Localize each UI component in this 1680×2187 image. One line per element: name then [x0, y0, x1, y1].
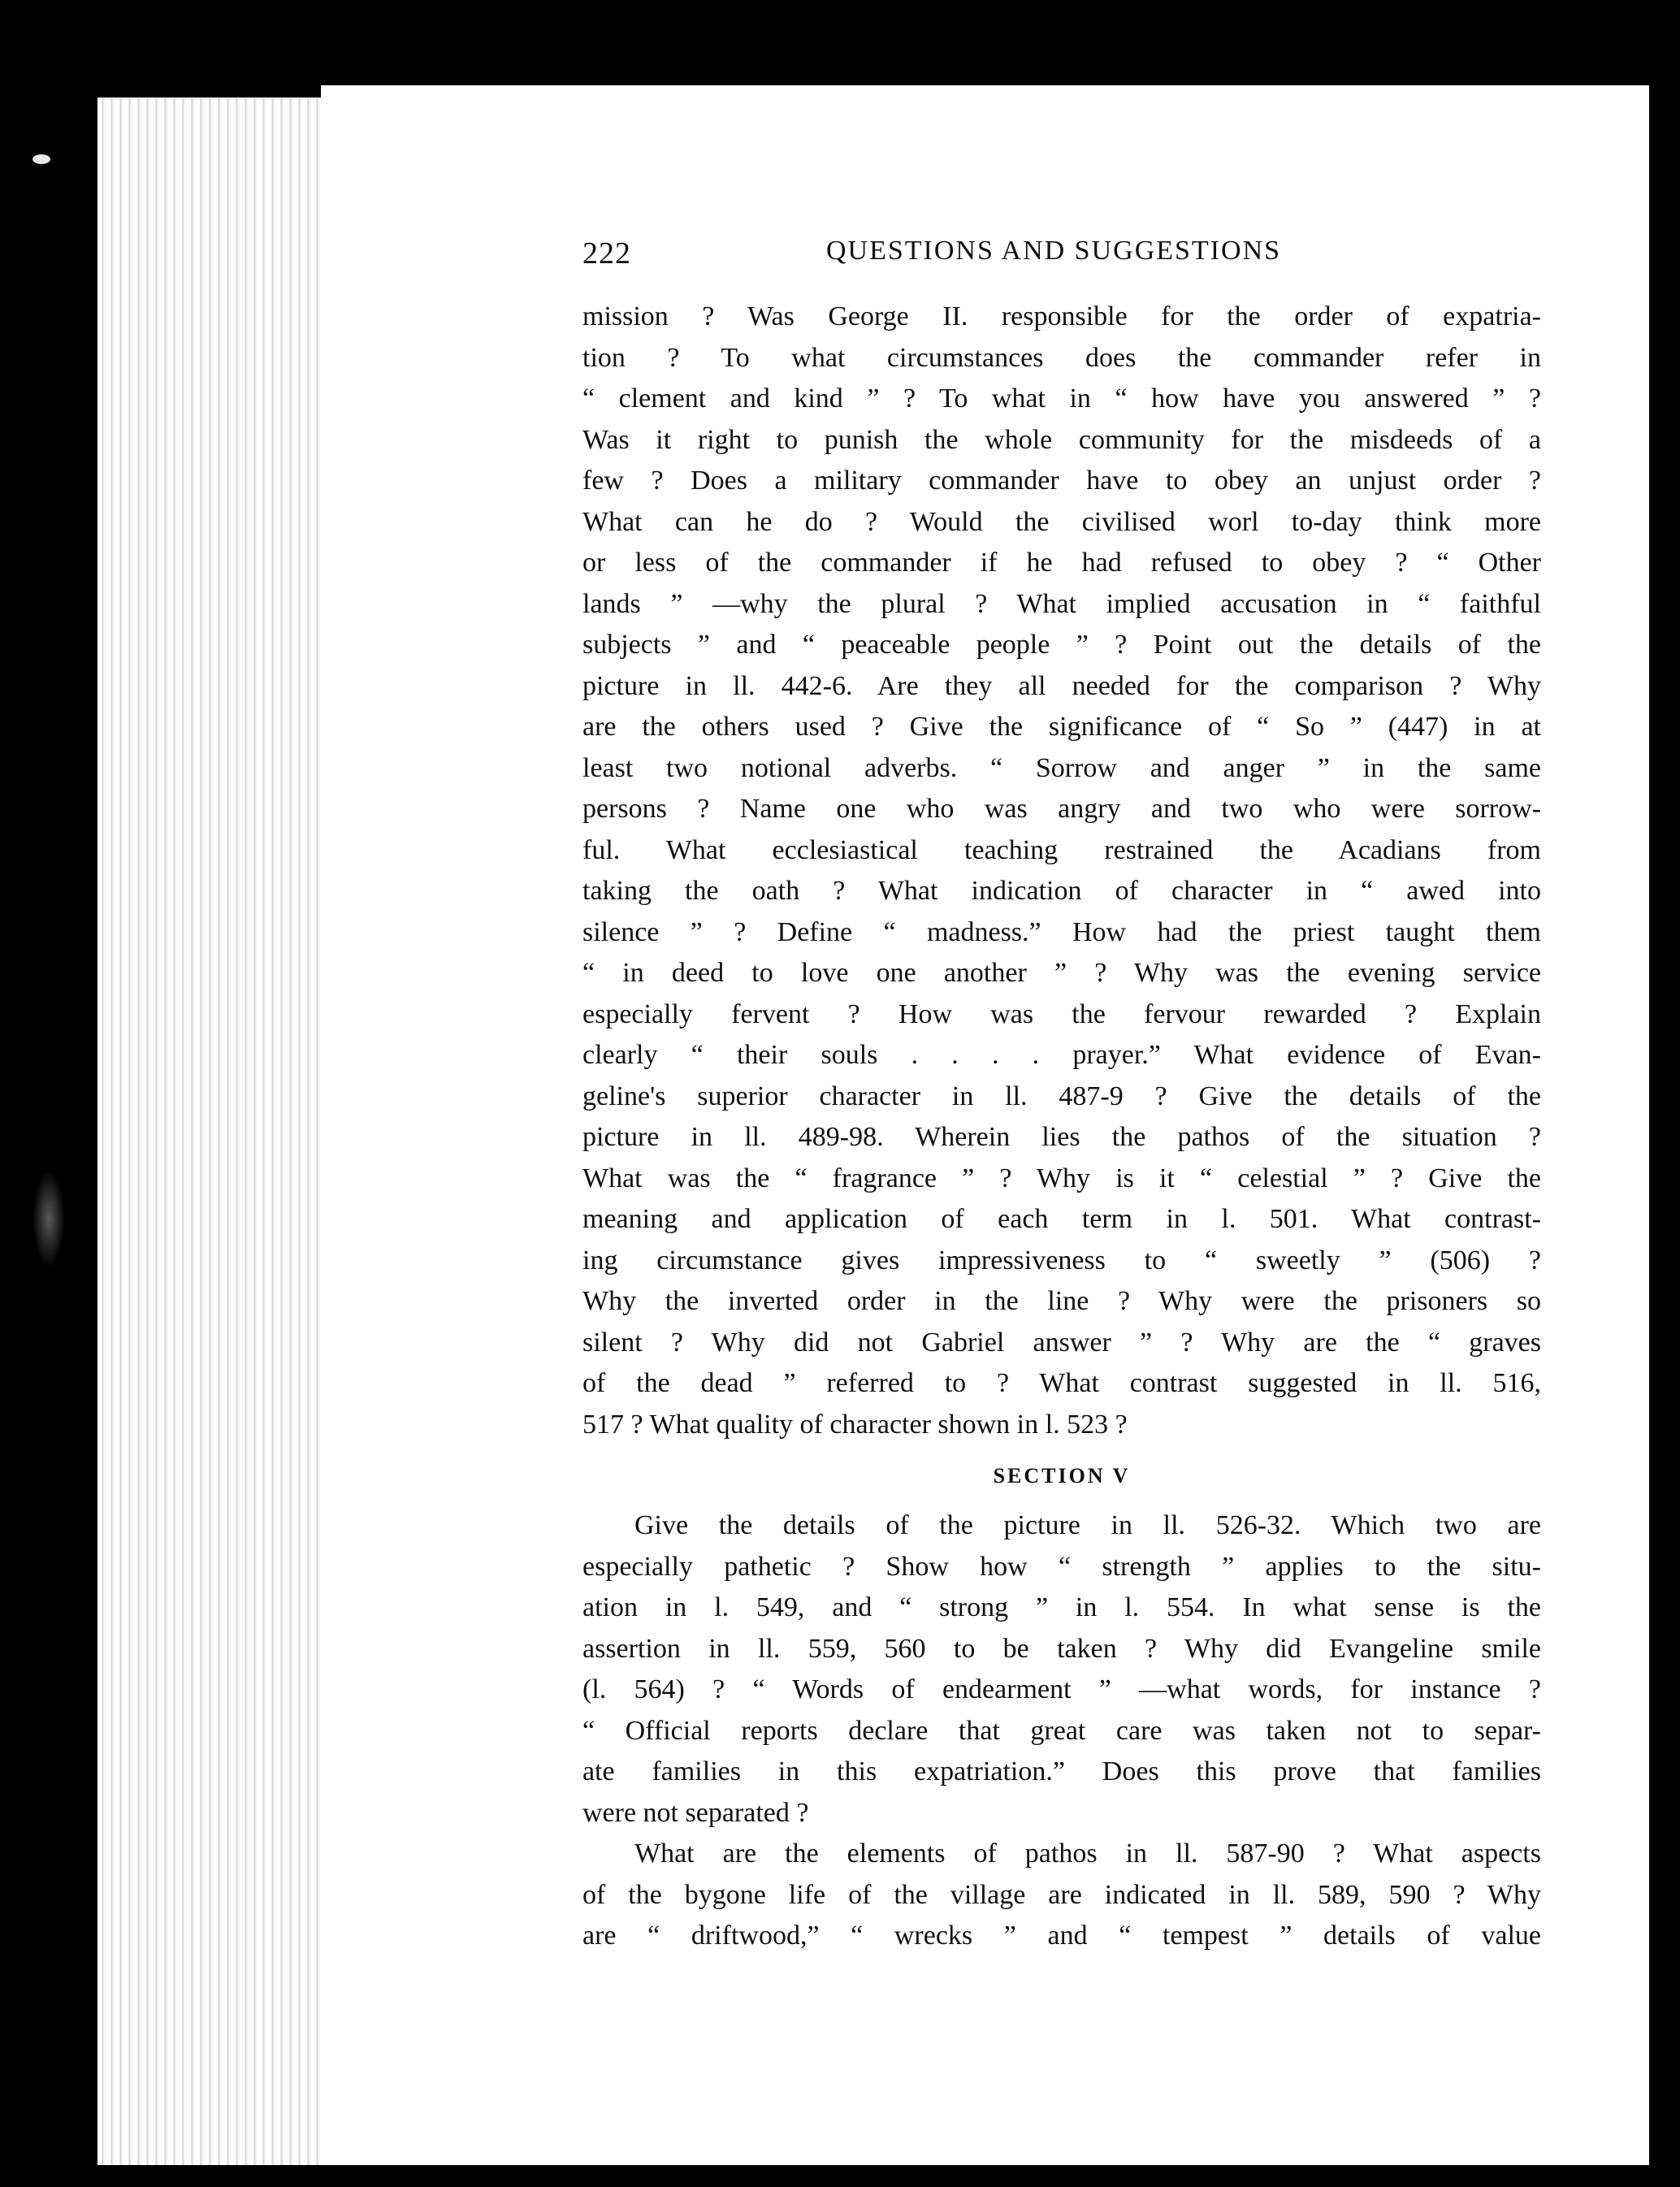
scan-speck	[32, 154, 50, 164]
text-line: of the bygone life of the village are indicated in ll. 589, 590 ? Why	[582, 1879, 1541, 1910]
text-line: tion ? To what circumstances does the commander refer in	[582, 342, 1541, 373]
text-block	[582, 297, 1541, 1957]
text-line: silence ” ? Define “ madness.” How had the priest taught them	[582, 916, 1541, 947]
text-line: meaning and application of each term in l. 501. What contrast-	[582, 1204, 1541, 1234]
text-line: taking the oath ? What indication of character in “ awed into	[582, 876, 1541, 906]
text-line: persons ? Name one who was angry and two who were sorrow-	[582, 794, 1541, 824]
text-line: ing circumstance gives impressiveness to “ sweetly ” (506) ?	[582, 1245, 1541, 1275]
text-line: What are the elements of pathos in ll. 587-90 ? What aspects	[634, 1838, 1541, 1869]
text-line: least two notional adverbs. “ Sorrow and anger ” in the same	[582, 752, 1541, 783]
text-line: “ Official reports declare that great care was taken not to separ-	[582, 1715, 1541, 1746]
paragraph-3	[582, 1834, 1541, 1957]
text-line: (l. 564) ? “ Words of endearment ” —what words, for instance ?	[582, 1674, 1541, 1704]
text-line: 517 ? What quality of character shown in l. 523 ?	[582, 1409, 1128, 1440]
text-line: few ? Does a military commander have to obey an unjust order ?	[582, 466, 1541, 496]
text-line: are “ driftwood,” “ wrecks ” and “ tempest ” details of value	[582, 1921, 1541, 1951]
text-line: ation in l. 549, and “ strong ” in l. 554. In what sense is the	[582, 1592, 1541, 1622]
text-line: geline's superior character in ll. 487-9 ? Give the details of the	[582, 1081, 1541, 1111]
text-line: especially pathetic ? Show how “ strength ” applies to the situ-	[582, 1551, 1541, 1582]
scan-smudge	[32, 1170, 65, 1267]
text-line: lands ” —why the plural ? What implied accusation in “ faithful	[582, 588, 1541, 619]
text-line: “ clement and kind ” ? To what in “ how have you answered ” ?	[582, 383, 1541, 414]
text-line: ate families in this expatriation.” Does this prove that families	[582, 1756, 1541, 1786]
text-line: or less of the commander if he had refused to obey ? “ Other	[582, 548, 1541, 578]
text-line: especially fervent ? How was the fervour rewarded ? Explain	[582, 998, 1541, 1029]
text-line: Was it right to punish the whole community for the misdeeds of a	[582, 424, 1541, 455]
text-line: picture in ll. 442-6. Are they all needed for the comparison ? Why	[582, 670, 1541, 701]
page-number: 222	[582, 236, 631, 271]
text-line: were not separated ?	[582, 1797, 809, 1828]
text-line: ful. What ecclesiastical teaching restrained the Acadians from	[582, 834, 1541, 865]
text-line: Why the inverted order in the line ? Why were the prisoners so	[582, 1286, 1541, 1316]
paragraph-1	[582, 297, 1541, 1445]
text-line: What was the “ fragrance ” ? Why is it “ celestial ” ? Give the	[582, 1163, 1541, 1193]
text-line: picture in ll. 489-98. Wherein lies the pathos of the situation ?	[582, 1122, 1541, 1152]
running-head	[582, 236, 1305, 276]
text-line: clearly “ their souls . . . . prayer.” What evidence of Evan-	[582, 1040, 1541, 1070]
text-line: silent ? Why did not Gabriel answer ” ? Why are the “ graves	[582, 1327, 1541, 1358]
text-line: assertion in ll. 559, 560 to be taken ? Why did Evangeline smile	[582, 1633, 1541, 1664]
text-line: mission ? Was George II. responsible for the order of expatria-	[582, 301, 1541, 331]
page-edges	[97, 97, 333, 2165]
book-spine	[1656, 81, 1680, 2187]
section-heading: SECTION V	[993, 1464, 1131, 1488]
text-line: Give the details of the picture in ll. 526-32. Which two are	[634, 1510, 1541, 1540]
running-title: QUESTIONS AND SUGGESTIONS	[826, 236, 1282, 266]
text-line: subjects ” and “ peaceable people ” ? Point out the details of the	[582, 630, 1541, 660]
paragraph-2	[582, 1505, 1541, 1834]
text-line: are the others used ? Give the significance of “ So ” (447) in at	[582, 712, 1541, 742]
text-line: “ in deed to love one another ” ? Why was the evening service	[582, 958, 1541, 988]
text-line: What can he do ? Would the civilised worl to-day think more	[582, 506, 1541, 537]
text-line: of the dead ” referred to ? What contrast suggested in ll. 516,	[582, 1368, 1541, 1398]
